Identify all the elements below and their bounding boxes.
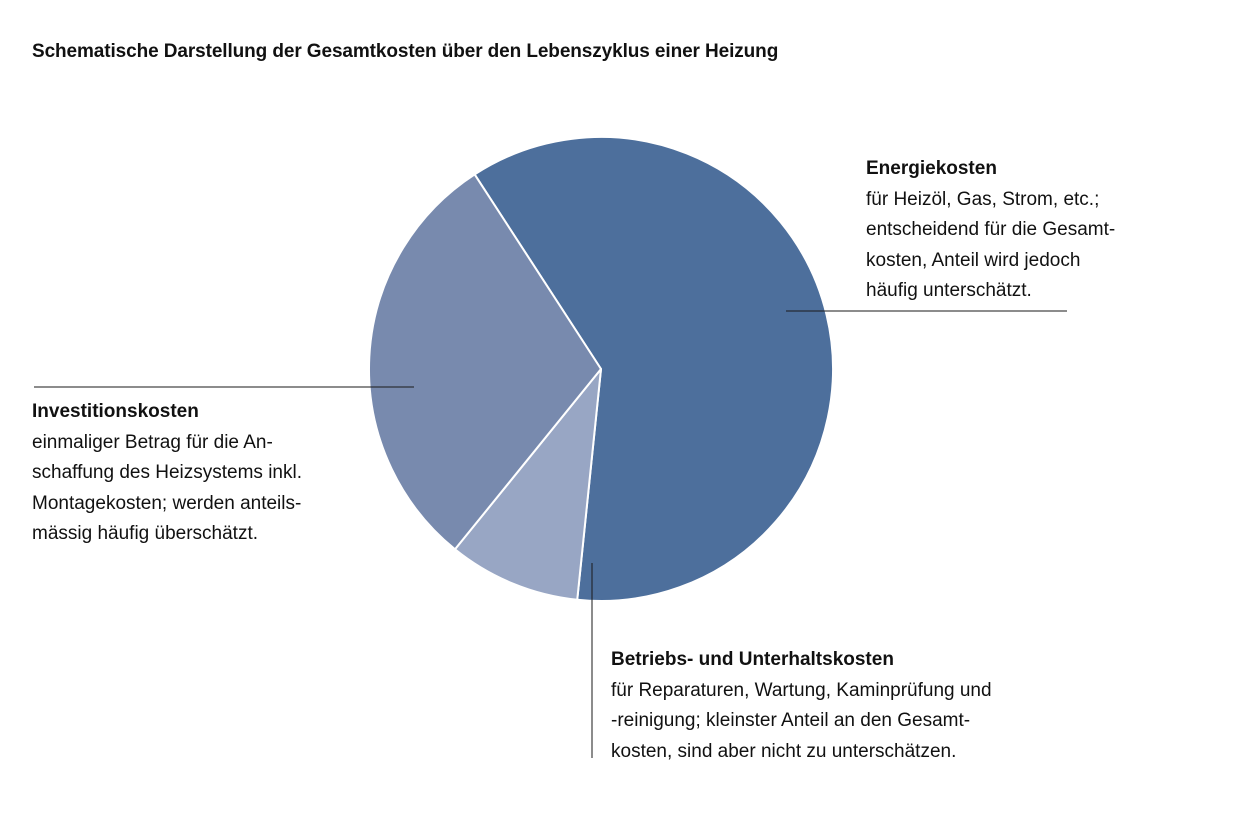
chart-title: Schematische Darstellung der Gesamtkosten über den Lebenszyklus einer Heizung bbox=[32, 41, 779, 62]
label-energiekosten-text-3: kosten, Anteil wird jedoch bbox=[866, 249, 1081, 271]
label-energiekosten-text-4: häufig unterschätzt. bbox=[866, 280, 1032, 301]
label-energiekosten-text-1: für Heizöl, Gas, Strom, etc.; bbox=[866, 188, 1100, 210]
label-investitionskosten-text-4: mässig häufig überschätzt. bbox=[32, 523, 259, 544]
label-betriebskosten-title: Betriebs- und Unterhaltskosten bbox=[611, 649, 894, 670]
label-betriebskosten-text-2: -reinigung; kleinster Anteil an den Gesamt- bbox=[611, 710, 971, 731]
pie-slices bbox=[369, 137, 833, 601]
label-energiekosten bbox=[866, 154, 1115, 307]
label-investitionskosten-text-2: schaffung des Heizsystems inkl. bbox=[32, 462, 302, 483]
label-investitionskosten-title: Investitionskosten bbox=[32, 401, 199, 422]
label-energiekosten-text-2: entscheidend für die Gesamt- bbox=[866, 219, 1116, 240]
label-investitionskosten bbox=[32, 397, 302, 550]
label-betriebskosten-text-3: kosten, sind aber nicht zu unterschätzen. bbox=[611, 740, 957, 762]
label-investitionskosten-text-1: einmaliger Betrag für die An- bbox=[32, 431, 273, 453]
label-betriebskosten-text-1: für Reparaturen, Wartung, Kaminprüfung und bbox=[611, 679, 992, 701]
label-betriebskosten bbox=[611, 645, 992, 767]
label-energiekosten-title: Energiekosten bbox=[866, 158, 997, 179]
label-investitionskosten-text-3: Montagekosten; werden anteils- bbox=[32, 492, 302, 514]
